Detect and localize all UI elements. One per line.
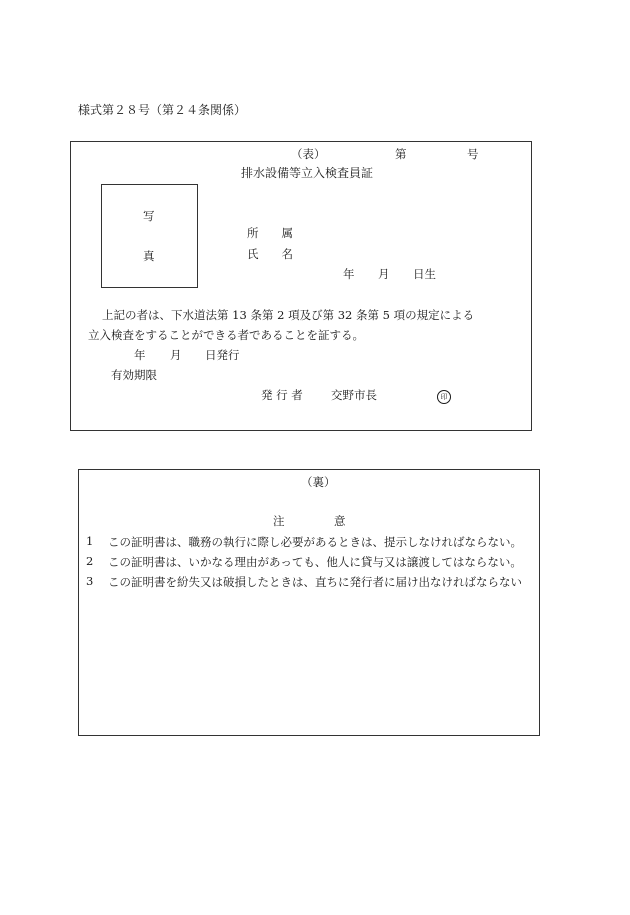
affiliation-label: 所 属 [247, 226, 293, 240]
photo-char-1: 写 [143, 209, 155, 223]
issue-day-label: 日発行 [205, 348, 240, 362]
birth-day-label: 日生 [413, 267, 436, 281]
name-label: 氏 名 [247, 247, 293, 261]
statement-line-1: 上記の者は、下水道法第 13 条第 2 項及び第 32 条第 5 項の規定による [102, 308, 475, 322]
document-title: 排水設備等立入検査員証 [241, 166, 374, 180]
notice-item-3-text: この証明書を紛失又は破損したときは、直ちに発行者に届け出なければならない [108, 575, 522, 589]
seal-mark [437, 388, 451, 404]
issue-year-label: 年 [134, 348, 146, 362]
number-suffix: 号 [467, 147, 479, 161]
notice-char-1: 注 [273, 514, 285, 528]
validity-label: 有効期限 [111, 368, 157, 382]
notice-item-2-text: この証明書は、いかなる理由があっても、他人に貸与又は譲渡してはならない。 [108, 555, 522, 569]
form-label: 様式第２８号（第２４条関係） [78, 103, 247, 117]
notice-item-3-num: 3 [86, 574, 94, 588]
notice-item-1-text: この証明書は、職務の執行に際し必要があるときは、提示しなければならない。 [108, 535, 522, 549]
front-side-label: （表） [291, 147, 326, 161]
notice-item-1-num: 1 [86, 534, 94, 548]
number-prefix: 第 [395, 147, 407, 161]
seal-icon: 印 [437, 390, 451, 404]
issue-month-label: 月 [170, 348, 182, 362]
photo-box [101, 184, 198, 288]
birth-month-label: 月 [378, 267, 390, 281]
notice-item-2-num: 2 [86, 554, 94, 568]
photo-char-2: 真 [143, 249, 155, 263]
back-side-label: （裏） [301, 475, 336, 489]
back-card [78, 469, 540, 736]
issuer-label: 発 行 者 [261, 388, 303, 402]
issuer-name: 交野市長 [331, 388, 377, 402]
birth-year-label: 年 [343, 267, 355, 281]
notice-char-2: 意 [334, 514, 346, 528]
statement-line-2: 立入検査をすることができる者であることを証する。 [88, 328, 364, 342]
